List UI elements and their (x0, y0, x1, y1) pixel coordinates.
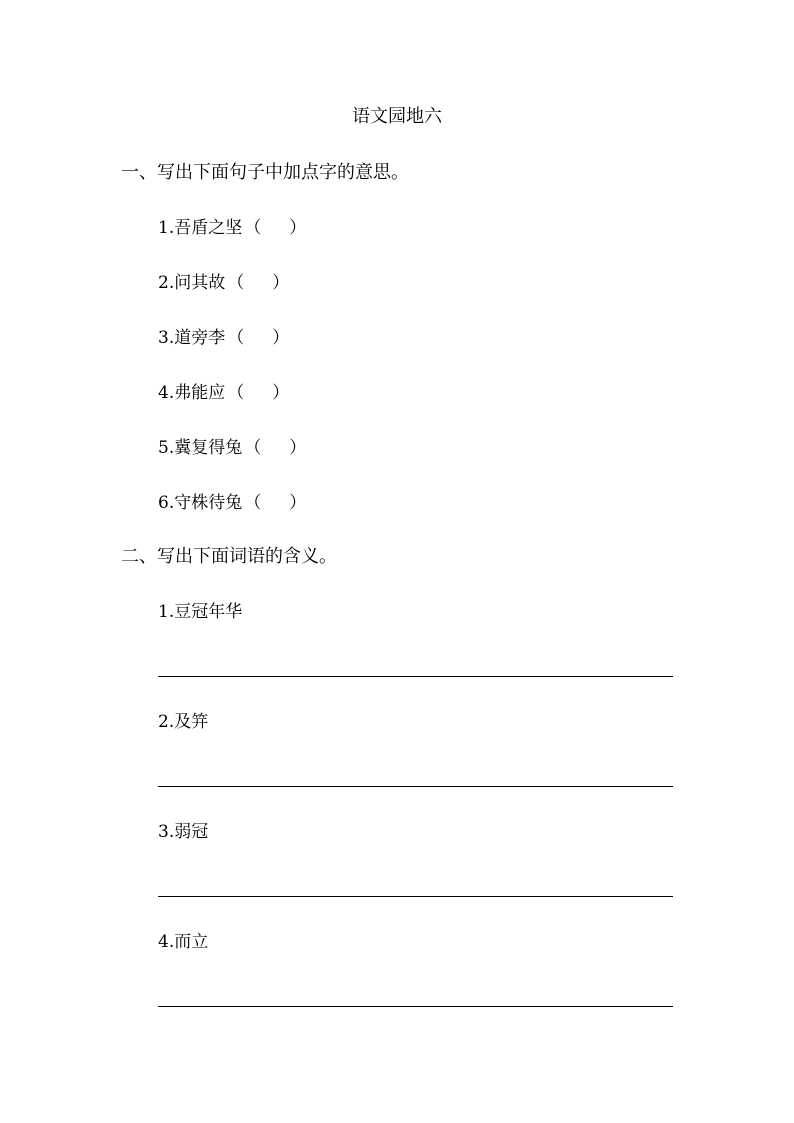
paren-close: ） (289, 438, 307, 458)
term-text: 豆冠年华 (174, 602, 243, 622)
paren-open: （ (244, 218, 262, 238)
answer-blank[interactable] (244, 490, 306, 516)
question-text: 冀复得兔 (174, 438, 243, 458)
question-text: 守株待兔 (174, 493, 243, 513)
question-text: 弗能应 (174, 383, 226, 403)
question-number: 5. (158, 438, 175, 458)
term-item (158, 819, 208, 845)
answer-blank[interactable] (227, 270, 289, 296)
question-text: 道旁李 (174, 328, 226, 348)
question-number: 6. (158, 493, 175, 513)
term-number: 4. (158, 932, 175, 952)
section-2-heading: 二、写出下面词语的含义。 (121, 546, 337, 567)
question-text: 问其故 (174, 273, 226, 293)
question-item (158, 490, 306, 516)
question-number: 4. (158, 383, 175, 403)
page-title: 语文园地六 (352, 106, 442, 127)
paren-close: ） (289, 493, 307, 513)
term-item (158, 929, 208, 955)
question-number: 2. (158, 273, 175, 293)
paren-open: （ (227, 273, 245, 293)
term-number: 2. (158, 712, 175, 732)
term-item (158, 599, 242, 625)
answer-line[interactable] (158, 786, 673, 787)
term-number: 3. (158, 822, 175, 842)
section-1-heading: 一、写出下面句子中加点字的意思。 (121, 162, 409, 183)
question-number: 3. (158, 328, 175, 348)
answer-blank[interactable] (227, 325, 289, 351)
question-item (158, 270, 289, 296)
paren-close: ） (272, 328, 290, 348)
question-item (158, 215, 306, 241)
answer-blank[interactable] (244, 215, 306, 241)
question-item (158, 435, 306, 461)
paren-close: ） (289, 218, 307, 238)
answer-line[interactable] (158, 1006, 673, 1007)
paren-open: （ (227, 383, 245, 403)
term-item (158, 709, 208, 735)
paren-open: （ (244, 438, 262, 458)
term-text: 而立 (174, 932, 209, 952)
answer-line[interactable] (158, 676, 673, 677)
term-text: 弱冠 (174, 822, 209, 842)
paren-open: （ (227, 328, 245, 348)
answer-line[interactable] (158, 896, 673, 897)
answer-blank[interactable] (227, 380, 289, 406)
answer-blank[interactable] (244, 435, 306, 461)
paren-open: （ (244, 493, 262, 513)
question-number: 1. (158, 218, 175, 238)
paren-close: ） (272, 383, 290, 403)
question-item (158, 325, 289, 351)
paren-close: ） (272, 273, 290, 293)
term-number: 1. (158, 602, 175, 622)
question-text: 吾盾之坚 (174, 218, 243, 238)
question-item (158, 380, 289, 406)
term-text: 及笄 (174, 712, 209, 732)
